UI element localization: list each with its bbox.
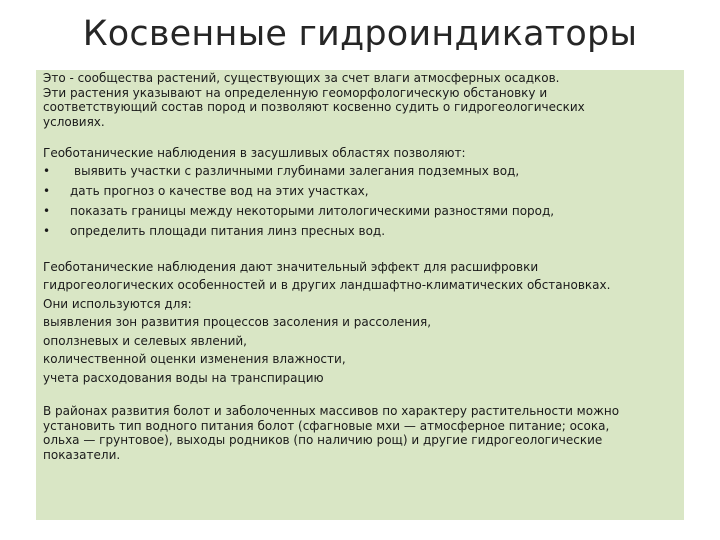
list-item (43, 161, 678, 181)
bullet-icon: • (43, 163, 51, 178)
list-item-text: определить площади питания линз пресных вод. (70, 223, 386, 238)
text-line: Геоботанические наблюдения в засушливых областях позволяют: (43, 146, 466, 160)
bullet-icon: • (43, 203, 51, 218)
list-item (43, 181, 678, 201)
bullet-list (43, 161, 678, 241)
paragraph-definition (43, 71, 678, 129)
text-line: соответствующий состав пород и позволяют косвенно судить о гидрогеологических (43, 100, 585, 114)
paragraph-arid-regions (43, 146, 678, 241)
list-item-text: показать границы между некоторыми литологическими разностями пород, (70, 203, 555, 218)
text-line: ольха — грунтовое), выходы родников (по наличию рощ) и другие гидрогеологические (43, 433, 603, 447)
text-line: Это - сообщества растений, существующих за счет влаги атмосферных осадков. (43, 71, 560, 85)
slide-title: Косвенные гидроиндикаторы (82, 14, 638, 54)
paragraph-other-landscapes (43, 258, 678, 388)
list-item-text: выявить участки с различными глубинами залегания подземных вод, (74, 163, 520, 178)
text-line: Эти растения указывают на определенную геоморфологическую обстановку и (43, 85, 548, 100)
text-line: показатели. (43, 447, 121, 462)
text-line: учета расходования воды на транспирацию (43, 370, 324, 385)
list-item (43, 221, 678, 241)
text-line: выявления зон развития процессов засоления и рассоления, (43, 315, 432, 329)
text-line: условиях. (43, 114, 105, 129)
text-line: гидрогеологических особенностей и в других ландшафтно-климатических обстановках. (43, 278, 611, 292)
list-item (43, 201, 678, 221)
content-box (36, 70, 684, 520)
list-item-text: дать прогноз о качестве вод на этих участках, (70, 183, 369, 198)
paragraph-swamps (43, 404, 678, 462)
text-line: установить тип водного питания болот (сфагновые мхи — атмосферное питание; осока, (43, 418, 610, 433)
text-line: оползневых и селевых явлений, (43, 333, 247, 348)
text-line: количественной оценки изменения влажности, (43, 352, 346, 366)
bullet-icon: • (43, 183, 51, 198)
text-line: Они используются для: (43, 296, 192, 311)
text-line: В районах развития болот и заболоченных массивов по характеру растительности можно (43, 404, 620, 418)
text-line: Геоботанические наблюдения дают значительный эффект для расшифровки (43, 259, 539, 274)
bullet-icon: • (43, 223, 51, 238)
